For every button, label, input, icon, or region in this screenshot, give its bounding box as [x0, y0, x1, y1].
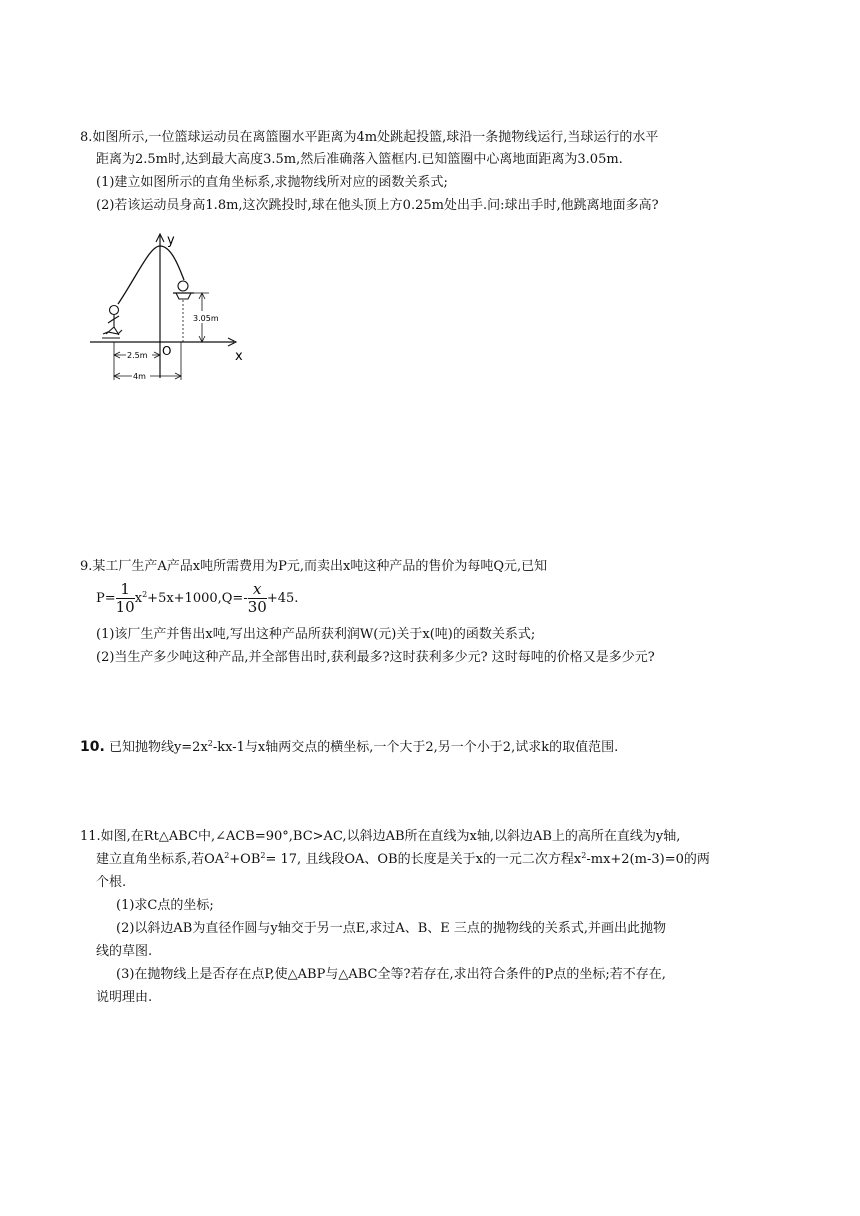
hoop-height-label: 3.05m — [193, 314, 219, 323]
sup-2: 2 — [224, 851, 230, 860]
q11-part2-line2: 线的草图. — [96, 944, 153, 959]
q9-part1: (1)该厂生产并售出x吨,写出这种产品所获利润W(元)关于x(吨)的函数关系式; — [96, 627, 536, 642]
q8-part1: (1)建立如图所示的直角坐标系,求抛物线所对应的函数关系式; — [96, 175, 448, 190]
q11-line2-b: +OB — [229, 852, 261, 867]
q11-line2-a: 建立直角坐标系,若OA — [96, 852, 225, 867]
ball-trajectory — [118, 246, 184, 304]
q8-line1: 8.如图所示,一位篮球运动员在离篮圈水平距离为4m处跳起投篮,球沿一条抛物线运行,当球运行的水平 — [80, 130, 659, 145]
q9-p-num: 1 — [116, 581, 135, 599]
q8-part2: (2)若该运动员身高1.8m,这次跳投时,球在他头顶上方0.25m处出手.问:球出手时,他跳离地面多高? — [96, 198, 659, 213]
q11-line2-c: = 17, 且线段OA、OB的长度是关于x的一元二次方程x — [265, 852, 582, 867]
q9-p-x: x — [134, 591, 143, 606]
q11-line2 — [96, 851, 710, 869]
dist-player-label: 4m — [133, 372, 146, 381]
x-axis-label: x — [235, 349, 243, 364]
q11-part2-line1: (2)以斜边AB为直径作圆与y轴交于另一点E,求过A、B、E 三点的抛物线的关系式,并画出此抛物 — [116, 921, 667, 936]
sup-2: 2 — [207, 739, 213, 748]
player-icon — [102, 306, 122, 339]
sup-2: 2 — [581, 851, 587, 860]
q9-p-lead: P= — [96, 591, 116, 606]
q11-part1: (1)求C点的坐标; — [116, 898, 214, 913]
q9-q-den: 30 — [247, 598, 267, 616]
q9-q-fraction — [248, 581, 267, 616]
q10-text-a: 已知抛物线y=2x — [104, 740, 208, 755]
q10-number: 10. — [80, 739, 105, 755]
q9-formula — [96, 580, 298, 618]
ball-icon — [178, 281, 188, 291]
origin-label: O — [162, 344, 172, 358]
q9-part2: (2)当生产多少吨这种产品,并全部售出时,获利最多?这时获利多少元? 这时每吨的价格又是多少元? — [96, 650, 655, 665]
q9-p-den: 10 — [115, 598, 135, 616]
sup-2: 2 — [260, 851, 266, 860]
dist-apex-label: 2.5m — [127, 351, 148, 360]
q9-q-rest: +45. — [266, 591, 299, 606]
q9-p-fraction — [116, 581, 135, 616]
y-axis-label: y — [167, 233, 175, 248]
q11-part3-line1: (3)在抛物线上是否存在点P,使△ABP与△ABC全等?若存在,求出符合条件的P点的坐标;若不存在, — [116, 967, 666, 982]
sup-2: 2 — [142, 590, 148, 599]
q11-line1: 11.如图,在Rt△ABC中,∠ACB=90°,BC>AC,以斜边AB所在直线为x轴,以斜边AB上的高所在直线为y轴, — [80, 829, 681, 844]
q11-line3: 个根. — [96, 875, 127, 890]
q10-text-b: -kx-1与x轴两交点的横坐标,一个大于2,另一个小于2,试求k的取值范围. — [212, 740, 619, 755]
hoop-net — [176, 293, 191, 299]
basketball-figure — [88, 228, 258, 388]
q10-line — [80, 738, 618, 757]
q9-q-num: x — [248, 581, 267, 599]
q9-line1 — [80, 558, 774, 576]
q9-p-rest: +5x+1000,Q=- — [147, 591, 248, 606]
q11-part3-line2: 说明理由. — [96, 990, 153, 1005]
q11-line2-d: -mx+2(m-3)=0的两 — [586, 852, 710, 867]
q9-line1-text: 9.某工厂生产A产品x吨所需费用为P元,而卖出x吨这种产品的售价为每吨Q元,已知 — [80, 559, 548, 574]
q8-line2: 距离为2.5m时,达到最大高度3.5m,然后准确落入篮框内.已知篮圈中心离地面距离为3.05m. — [96, 152, 623, 167]
